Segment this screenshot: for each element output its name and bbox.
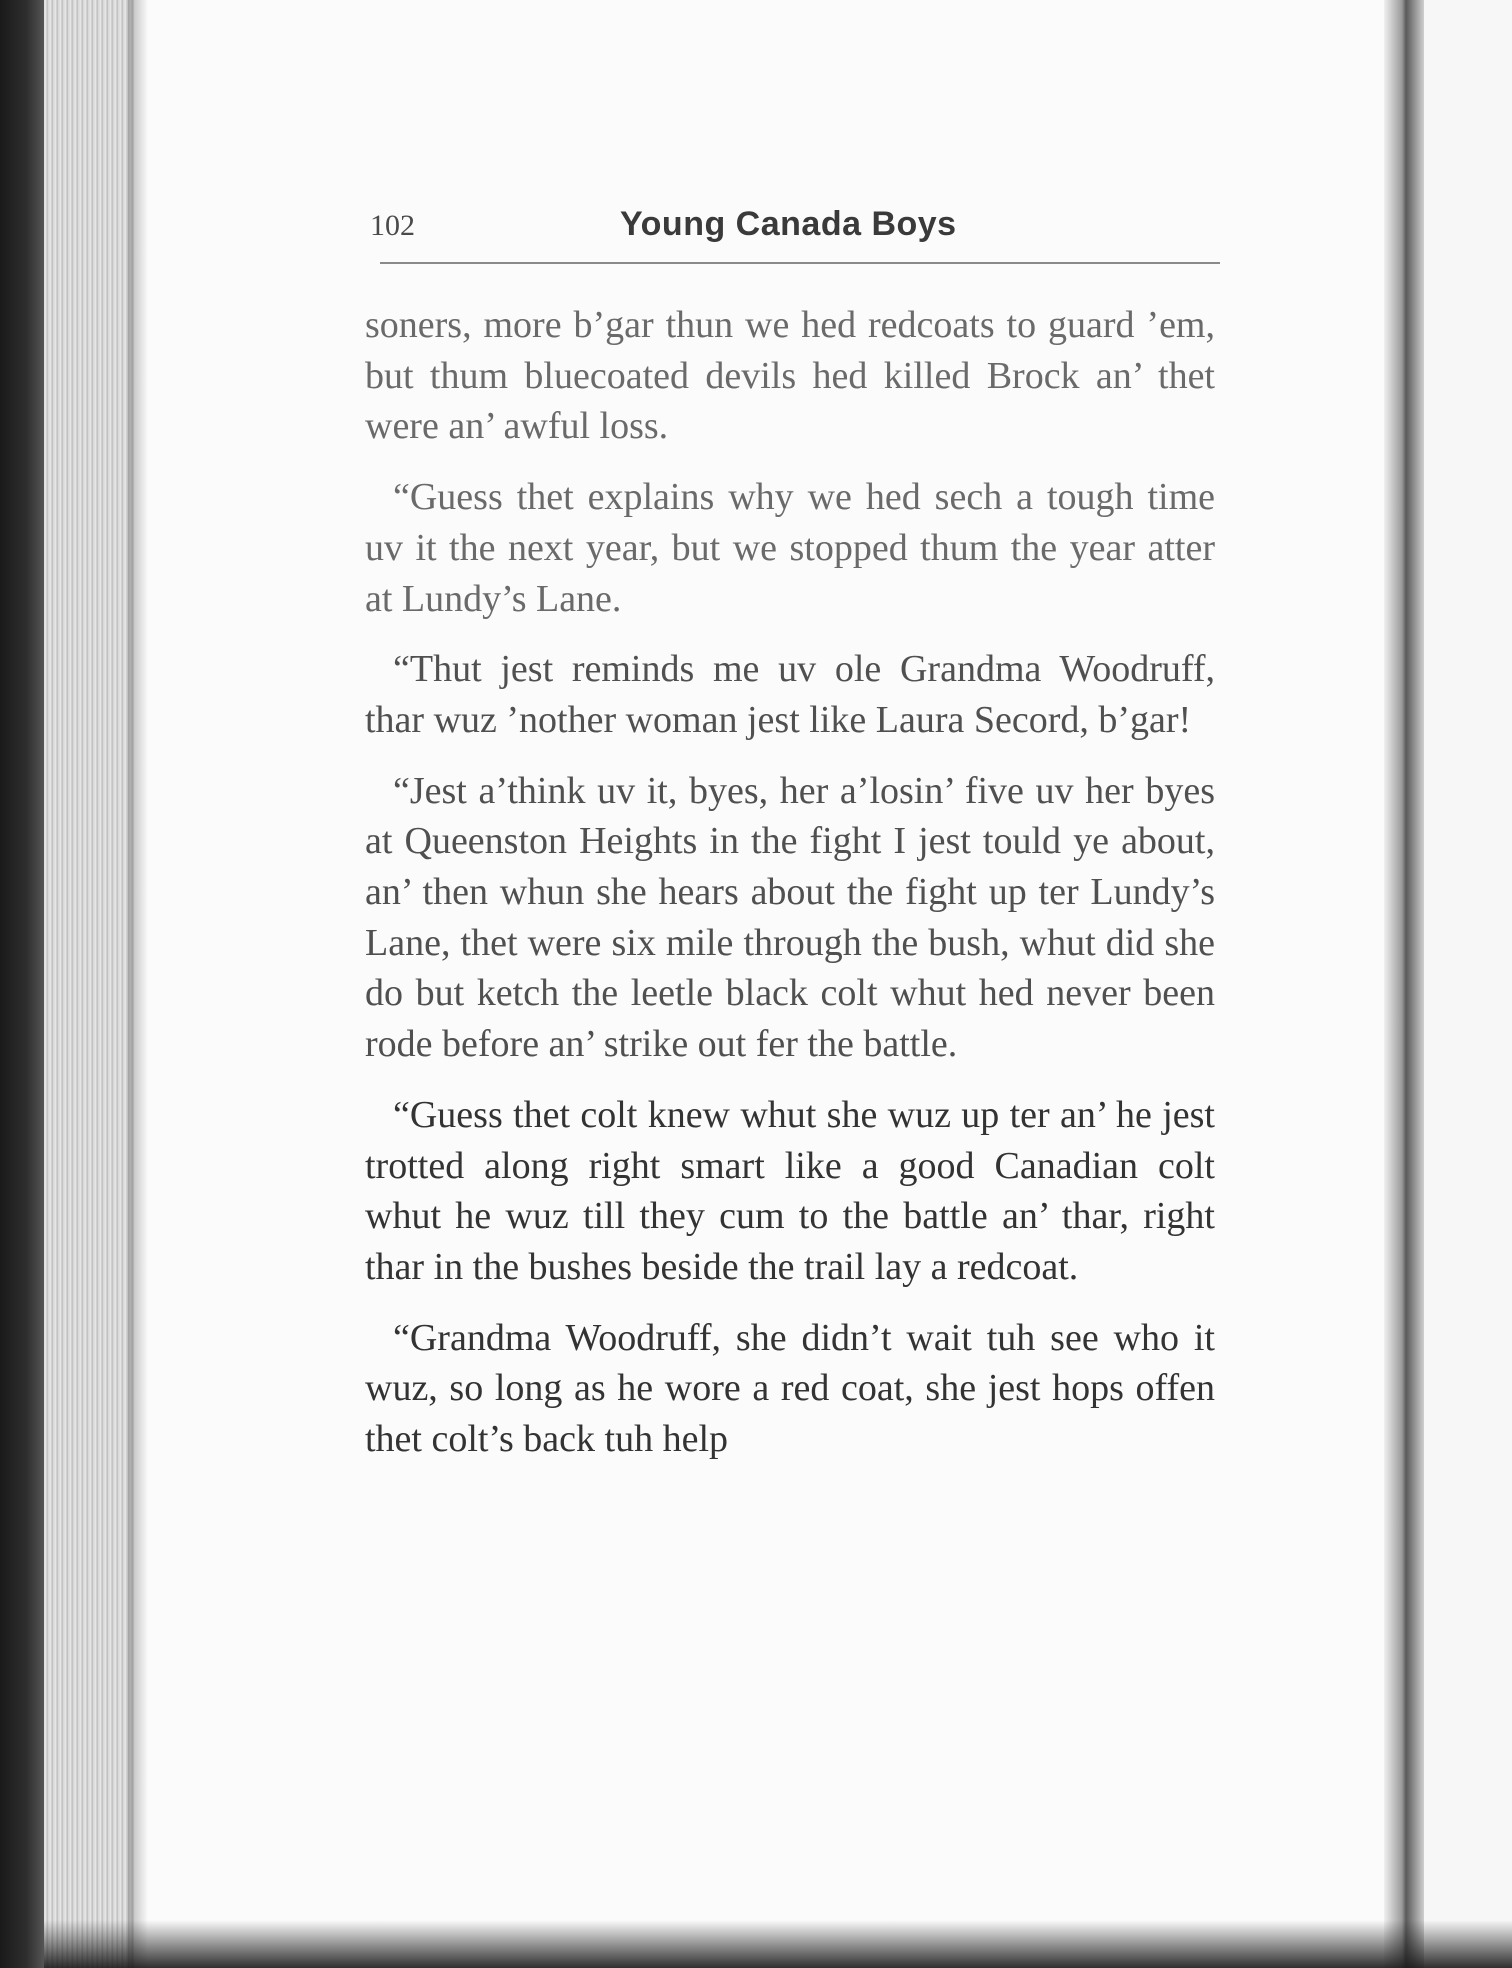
scan-dark-edge bbox=[0, 0, 44, 1968]
paragraph: soners, more b’gar thun we hed redcoats to guard ’em, but thum bluecoated devils hed killed Brock an’ thet were an’ awful loss. bbox=[365, 304, 1215, 448]
paragraph: “Thut jest reminds me uv ole Grandma Woodruff, thar wuz ’nother woman jest like Laura Secord, b’gar! bbox=[365, 648, 1215, 741]
paragraph: “Jest a’think uv it, byes, her a’losin’ five uv her byes at Queenston Heights in the fight I jest tould ye about, an’ then whun she hears about the fight up ter Lundy’s Lane, thet were six mile through the bush, whut did she do but ketch the leetle black colt whut hed never been rode before an’ strike out fer the battle. bbox=[365, 769, 1215, 1066]
body-text bbox=[365, 300, 1215, 1485]
facing-page-edge bbox=[1424, 0, 1512, 1968]
page-stack-shadow bbox=[128, 0, 148, 1968]
page-stack-edges bbox=[44, 0, 134, 1968]
book-title: Young Canada Boys bbox=[620, 205, 957, 243]
paragraph: “Grandma Woodruff, she didn’t wait tuh see who it wuz, so long as he wore a red coat, she jest hops offen thet colt’s back tuh help bbox=[365, 1316, 1215, 1461]
header-rule bbox=[380, 262, 1220, 264]
book-gutter bbox=[1384, 0, 1424, 1968]
running-head bbox=[370, 205, 1220, 261]
paragraph: “Guess thet explains why we hed sech a tough time uv it the next year, but we stopped thum the year atter at Lundy’s Lane. bbox=[365, 476, 1215, 620]
scan-bottom-shadow bbox=[44, 1920, 1512, 1968]
page-number: 102 bbox=[370, 209, 415, 242]
paragraph: “Guess thet colt knew whut she wuz up ter an’ he jest trotted along right smart like a good Canadian colt whut he wuz till they cum to the battle an’ thar, right thar in the bushes beside the trail lay a redcoat. bbox=[365, 1093, 1215, 1288]
